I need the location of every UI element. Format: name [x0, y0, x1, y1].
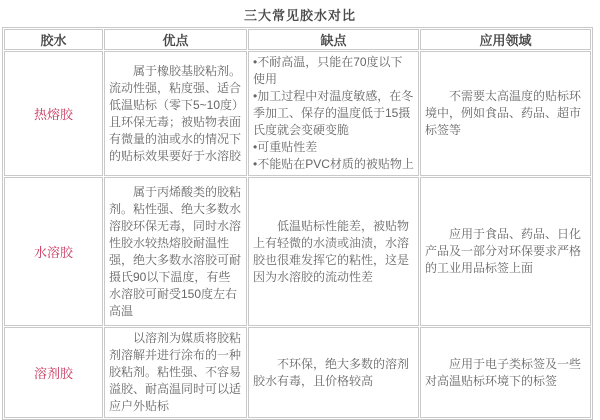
hot-melt-cons-item: •不能贴在PVC材质的被贴物上: [253, 157, 414, 171]
glue-name-water-soluble: 水溶胶: [4, 177, 103, 326]
table-row-solvent: [4, 327, 591, 418]
glue-comparison-table: [2, 27, 593, 420]
water-soluble-applications-text: 应用于食品、药品、日化产品及一部分对环保要求严格的工业用品标签上面: [425, 227, 582, 275]
hot-melt-cons-item: •加工过程中对温度敏感，在冬季加工、保存的温度低于15摄氏度就会变硬变脆: [253, 89, 414, 137]
solvent-cons-text: 不环保，绝大多数的溶剂胶水有毒，且价格较高: [253, 356, 410, 388]
cell-water-soluble-applications: [420, 177, 591, 326]
header-pros: 优点: [104, 29, 247, 50]
header-cons: 缺点: [248, 29, 419, 50]
table-header-row: [4, 29, 591, 50]
cell-hot-melt-applications: [420, 51, 591, 176]
water-soluble-cons-text: 低温贴标性能差，被贴物上有轻微的水渍或油渍，水溶胶也很难发挥它的粘性，这是因为水溶胶的流动性差: [253, 218, 410, 284]
table-row-water-soluble: [4, 177, 591, 326]
hot-melt-cons-item: •不耐高温，只能在70度以下使用: [253, 55, 403, 86]
cell-solvent-applications: [420, 327, 591, 418]
page-title: 三大常见胶水对比: [243, 8, 356, 23]
cell-solvent-cons: [248, 327, 419, 418]
cell-hot-melt-pros: [104, 51, 247, 176]
hot-melt-pros-text: 属于橡胶基胶粘剂。流动性强，粘度强、适合低温贴标（零下5~10度）且环保无毒；被贴物表面有微量的油或水的情况下的贴标效果要好于水溶胶: [109, 63, 242, 163]
cell-water-soluble-cons: [248, 177, 419, 326]
header-applications: 应用领域: [420, 29, 591, 50]
cell-solvent-pros: [104, 327, 247, 418]
solvent-applications-text: 应用于电子类标签及一些对高温贴标环境下的标签: [425, 356, 582, 388]
cell-hot-melt-cons: [248, 51, 419, 176]
water-soluble-pros-text: 属于丙烯酸类的胶粘剂。粘性强、绝大多数水溶胶环保无毒，同时水溶性胶水较热熔胶耐温性强，绝大多数水溶胶可耐摄氏90以下温度，有些水溶胶可耐受150度左右高温: [109, 184, 242, 318]
glue-name-solvent: 溶剂胶: [4, 327, 103, 418]
glue-name-hot-melt: 热熔胶: [4, 51, 103, 176]
header-glue: 胶水: [4, 29, 103, 50]
solvent-pros-text: 以溶剂为媒质将胶粘剂溶解并进行涂布的一种胶粘剂。粘性强、不容易溢胶、耐高温同时可以适应户外贴标: [109, 331, 242, 413]
cell-water-soluble-pros: [104, 177, 247, 326]
hot-melt-applications-text: 不需要太高温度的贴标环境中，例如食品、药品、超市标签等: [425, 89, 582, 137]
table-row-hot-melt: [4, 51, 591, 176]
hot-melt-cons-item: •可重贴性差: [253, 140, 318, 154]
